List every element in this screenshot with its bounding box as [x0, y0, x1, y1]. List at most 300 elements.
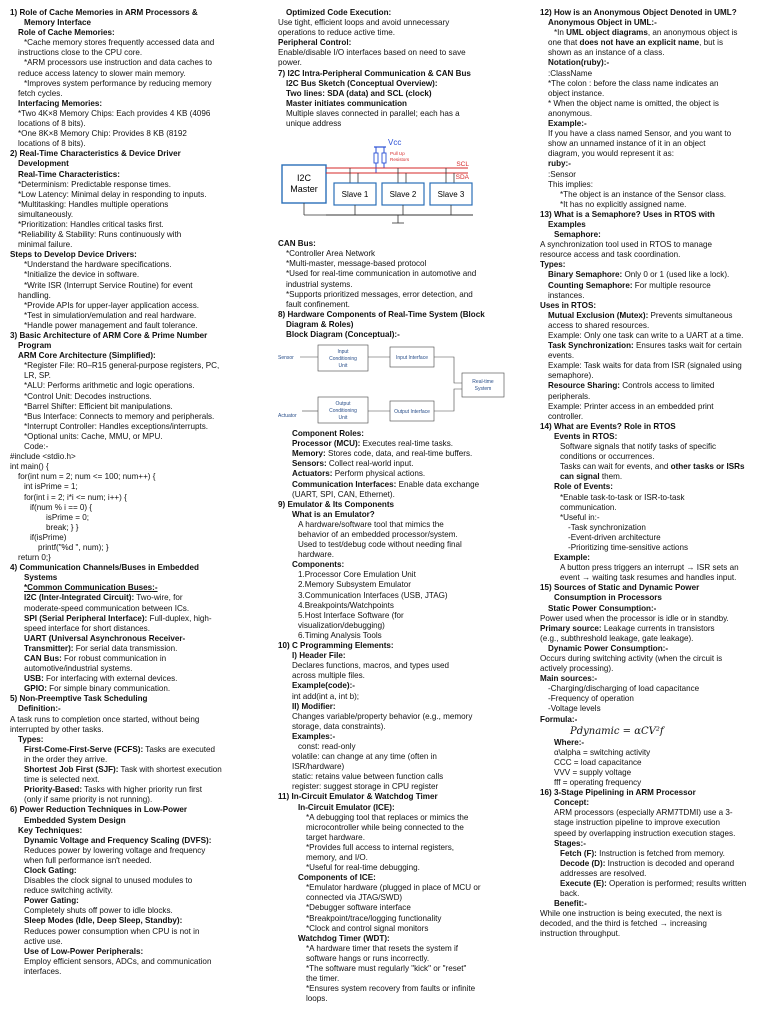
text-line: VVV = supply voltage: [554, 767, 632, 777]
text-line: *Useful in:-: [560, 512, 600, 522]
text-line: I2C (Inter-Integrated Circuit): Two-wire, for: [24, 593, 183, 603]
text-line: in the order they arrive.: [24, 754, 108, 764]
text-line: (e.g., subthreshold leakage, gate leakage).: [540, 633, 694, 643]
text-line: Clock Gating:: [24, 865, 77, 875]
text-line: *Enable task-to-task or ISR-to-task: [560, 492, 685, 502]
text-line: 4.Breakpoints/Watchpoints: [298, 600, 394, 610]
text-line: (UART, SPI, CAN, Ethernet).: [292, 489, 395, 499]
text-line: Communication Interfaces: Enable data exchange: [292, 479, 480, 489]
text-line: object instance.: [548, 88, 605, 98]
text-line: microcontroller while being connected to the: [306, 822, 464, 832]
text-line: Example(code):-: [292, 681, 355, 691]
text-line: Multiple slaves connected in parallel; each has a: [286, 108, 460, 118]
input-if-arrow: [434, 357, 462, 383]
text-line: Priority-Based: Tasks with higher priority run first: [24, 785, 202, 795]
text-line: *Supports prioritized messages, error detection, and: [286, 289, 473, 299]
text-line: reduce access latency to slower main memory.: [18, 68, 186, 78]
text-line: ARM Core Architecture (Simplified):: [18, 351, 156, 361]
text-line: A hardware/software tool that mimics the: [298, 519, 444, 529]
power-formula: Pdynamic = αCV²f: [570, 725, 664, 737]
text-line: CAN Bus:: [278, 239, 316, 249]
text-line: Occurs during switching activity (when the circuit is: [540, 654, 723, 663]
text-line: Uses in RTOS:: [540, 300, 597, 310]
resistors-label: Resistors: [390, 157, 410, 163]
text-line: Code:-: [24, 442, 49, 452]
text-line: Fetch (F): Instruction is fetched from memory.: [560, 848, 725, 858]
text-line: -Charging/discharging of load capacitance: [548, 684, 700, 694]
text-line: addresses are resolved.: [560, 868, 647, 878]
text-line: First-Come-First-Serve (FCFS): Tasks are executed: [24, 744, 216, 754]
text-line: *Interrupt Controller: Handles exceptions/interrupts.: [24, 421, 208, 431]
text-line: one that does not have an explicit name, but is: [548, 38, 724, 48]
text-line: operations to reduce active time.: [278, 28, 395, 38]
text-line: *Emulator hardware (plugged in place of MCU or: [306, 883, 481, 893]
text-line: Types:: [540, 260, 566, 270]
text-line: Anonymous Object in UML:-: [548, 18, 657, 28]
i2c-bus-svg: [278, 135, 478, 235]
text-line: instances.: [548, 290, 585, 300]
text-line: Example: Task waits for data from ISR (signaled using: [548, 361, 742, 371]
text-line: :ClassName: [548, 68, 593, 78]
text-line: Consumption in Processors: [554, 593, 662, 603]
text-line: access to shared resources.: [548, 320, 650, 330]
text-line: *Clock and control signal monitors: [306, 923, 429, 933]
output-conditioning-label-2: Conditioning: [329, 408, 357, 415]
text-line: *Improves system performance by reducing memory: [24, 78, 212, 88]
text-line: industrial systems.: [286, 279, 353, 289]
sensor-label: Sensor: [278, 355, 294, 362]
text-line: anonymous.: [548, 108, 593, 118]
text-line: Memory: Stores code, data, and real-time buffers.: [292, 449, 473, 459]
text-line: the timer.: [306, 974, 340, 984]
text-line: volatile: can change at any time (often in: [292, 752, 437, 762]
input-conditioning-label-1: Input: [337, 349, 349, 356]
text-line: software hangs or runs incorrectly.: [306, 953, 430, 963]
text-line: 15) Sources of Static and Dynamic Power: [540, 583, 700, 593]
text-line: *In UML object diagrams, an anonymous object is: [554, 28, 738, 38]
text-line: Tasks can wait for events, and other tasks or ISRs: [560, 462, 745, 472]
text-line: *Common Communication Buses:-: [24, 583, 158, 593]
text-line: CAN Bus: For robust communication in: [24, 654, 167, 663]
text-line: Role of Cache Memories:: [18, 28, 115, 38]
vcc-label: Vcc: [388, 138, 402, 148]
text-line: A synchronization tool used in RTOS to manage: [540, 240, 713, 250]
text-line: What is an Emulator?: [292, 509, 375, 519]
text-line: -Task synchronization: [568, 522, 646, 532]
text-line: 6.Timing Analysis Tools: [298, 630, 382, 640]
text-line: 1) Role of Cache Memories in ARM Processors &: [10, 8, 198, 17]
text-line: *One 8K×8 Memory Chip: Provides 8 KB (8192: [18, 129, 187, 139]
text-line: Resource Sharing: Controls access to limited: [548, 381, 715, 391]
text-line: *A debugging tool that replaces or mimics the: [306, 812, 469, 822]
text-line: 12) How is an Anonymous Object Denoted in UML?: [540, 8, 737, 17]
text-line: *ARM processors use instruction and data caches to: [24, 58, 213, 68]
text-line: *Useful for real-time debugging.: [306, 863, 420, 873]
text-line: While one instruction is being executed, the next is: [540, 909, 722, 919]
realtime-system-label-1: Real-time: [472, 379, 494, 386]
text-line: Components of ICE:: [298, 873, 376, 883]
text-line: 7) I2C Intra-Peripheral Communication & CAN Bus: [278, 68, 471, 78]
text-line: Reduces power by lowering voltage and frequency: [24, 845, 206, 855]
actuator-label: Actuator: [278, 413, 297, 420]
text-line: *Optional units: Cache, MMU, or MPU.: [24, 431, 163, 441]
text-line: printf("%d ", num); }: [38, 542, 109, 552]
text-line: Binary Semaphore: Only 0 or 1 (used like a lock).: [548, 270, 730, 280]
sda-label: SDA: [455, 174, 469, 182]
text-line: Sensors: Collect real-world input.: [292, 459, 414, 469]
input-interface-label: Input Interface: [396, 355, 428, 362]
text-line: Interfacing Memories:: [18, 98, 103, 108]
text-line: Concept:: [554, 798, 590, 808]
text-line: fetch cycles.: [18, 88, 63, 98]
text-line: decoded, and the third is fetched → increasing: [540, 919, 707, 929]
text-line: Changes variable/property behavior (e.g., memory: [292, 711, 473, 721]
text-line: connected via JTAG/SWD): [306, 893, 403, 903]
column-2-part-c: [278, 429, 530, 1004]
text-line: Use of Low-Power Peripherals:: [24, 946, 144, 956]
text-line: Watchdog Timer (WDT):: [298, 933, 390, 943]
text-line: *Write ISR (Interrupt Service Routine) for event: [24, 280, 193, 290]
text-line: Block Diagram (Conceptual):-: [286, 329, 400, 339]
text-line: *Register File: R0–R15 general-purpose registers, PC,: [24, 361, 220, 371]
text-line: Example: Printer access in an embedded print: [548, 401, 714, 411]
column-2-part-b: [278, 239, 530, 340]
text-line: 5.Host Interface Software (for: [298, 610, 404, 620]
text-line: *Prioritization: Handles critical tasks first.: [18, 219, 164, 229]
text-line: Development: [18, 159, 69, 169]
text-line: Shortest Job First (SJF): Task with shortest execution: [24, 765, 222, 775]
text-line: show an unnamed instance of it in an object: [548, 139, 706, 149]
text-line: I) Header File:: [292, 651, 346, 661]
text-line: Static Power Consumption:-: [548, 603, 657, 613]
text-line: Task Synchronization: Ensures tasks wait for certain: [548, 341, 742, 351]
text-line: events.: [548, 351, 575, 361]
text-line: *Ensures system recovery from faults or infinite: [306, 984, 476, 994]
text-line: diagram, you would represent it as:: [548, 149, 674, 159]
text-line: 3.Communication Interfaces (USB, JTAG): [298, 590, 448, 600]
text-line: Stages:-: [554, 838, 586, 848]
text-line: ISR/hardware): [292, 762, 345, 772]
text-line: UART (Universal Asynchronous Receiver-: [24, 633, 186, 643]
text-line: instructions close to the CPU core.: [18, 48, 143, 58]
text-line: event → waiting task resumes and handles input.: [560, 573, 737, 583]
text-line: Transmitter): For serial data transmission.: [24, 643, 178, 653]
text-line: I2C Bus Sketch (Conceptual Overview):: [286, 78, 438, 88]
text-line: Systems: [24, 573, 58, 583]
input-conditioning-label-3: Unit: [338, 363, 348, 370]
text-line: -Event-driven architecture: [568, 532, 661, 542]
text-line: *Determinism: Predictable response times.: [18, 179, 171, 189]
text-line: Peripheral Control:: [278, 38, 352, 48]
text-line: Example:-: [548, 119, 587, 129]
text-line: *Low Latency: Minimal delay in responding to inputs.: [18, 189, 207, 199]
text-line: const: read-only: [298, 741, 356, 751]
text-line: semaphore).: [548, 371, 594, 381]
text-line: controller.: [548, 411, 584, 421]
text-line: This implies:: [548, 179, 593, 189]
text-line: Definition:-: [18, 704, 61, 714]
text-line: *Reliability & Stability: Runs continuously with: [18, 230, 182, 240]
text-line: active use.: [24, 936, 63, 946]
output-interface-label: Output Interface: [394, 409, 430, 416]
text-line: Formula:-: [540, 714, 578, 724]
text-line: when full performance isn't needed.: [24, 855, 152, 865]
text-line: Mutual Exclusion (Mutex): Prevents simultaneous: [548, 310, 733, 320]
text-line: *The software must regularly "kick" or "reset": [306, 964, 467, 974]
text-line: Reduces power consumption when CPU is not in: [24, 926, 200, 936]
text-line: A button press triggers an interrupt → ISR sets an: [560, 563, 739, 573]
text-line: 10) C Programming Elements:: [278, 641, 394, 651]
text-line: Main sources:-: [540, 674, 598, 684]
text-line: Memory Interface: [24, 18, 92, 28]
text-line: Processor (MCU): Executes real-time tasks.: [292, 439, 454, 449]
text-line: shown as an instance of a class.: [548, 48, 665, 58]
text-line: 6) Power Reduction Techniques in Low-Power: [10, 805, 188, 815]
text-line: *Handle power management and fault tolerance.: [24, 320, 198, 330]
text-line: Use tight, efficient loops and avoid unnecessary: [278, 18, 450, 28]
text-line: break; } }: [46, 522, 79, 532]
text-line: 3) Basic Architecture of ARM Core & Prime Number: [10, 331, 208, 340]
text-line: Software signals that notify tasks of specific: [560, 442, 717, 452]
text-line: Employ efficient sensors, ADCs, and communication: [24, 956, 212, 966]
text-line: *Initialize the device in software.: [24, 270, 140, 280]
text-line: 9) Emulator & Its Components: [278, 499, 395, 509]
text-line: α\alpha = switching activity: [554, 747, 651, 757]
column-3-part-a: [540, 8, 764, 725]
text-line: Dynamic Voltage and Frequency Scaling (DVFS):: [24, 835, 212, 845]
text-line: handling.: [18, 290, 51, 300]
text-line: reduce switching activity.: [24, 886, 113, 896]
text-line: Examples: [548, 219, 586, 229]
text-line: resource access and task coordination.: [540, 250, 681, 260]
text-line: int isPrime = 1;: [24, 482, 78, 492]
text-line: If you have a class named Sensor, and you want to: [548, 129, 732, 139]
text-line: Example: Only one task can write to a UART at a time.: [548, 331, 744, 340]
pullup-label: Pull Up: [390, 151, 405, 157]
text-line: A task runs to completion once started, without being: [10, 714, 200, 724]
text-line: for(int num = 2; num <= 100; num++) {: [18, 472, 156, 482]
text-line: *The colon : before the class name indicates an: [548, 78, 719, 88]
text-line: *Multi-master, message-based protocol: [286, 259, 427, 269]
text-line: * When the object name is omitted, the object is: [548, 98, 719, 108]
text-line: locations of 8 bits).: [18, 139, 86, 149]
text-line: 2) Real-Time Characteristics & Device Driver: [10, 149, 181, 159]
realtime-system-label-2: System: [474, 386, 492, 393]
text-line: Real-Time Characteristics:: [18, 169, 120, 179]
text-line: Embedded System Design: [24, 815, 126, 825]
text-line: -Frequency of operation: [548, 694, 634, 704]
output-if-arrow: [434, 389, 462, 411]
text-line: 14) What are Events? Role in RTOS: [540, 421, 676, 431]
output-conditioning-label-3: Unit: [338, 415, 348, 422]
text-line: Used to test/debug code without needing final: [298, 540, 462, 550]
text-line: Steps to Develop Device Drivers:: [10, 250, 137, 260]
text-line: if(isPrime): [30, 532, 67, 542]
text-line: Disables the clock signal to unused modules to: [24, 876, 193, 886]
scl-label: SCL: [456, 161, 469, 169]
text-line: minimal failure.: [18, 240, 73, 250]
text-line: isPrime = 0;: [46, 512, 89, 522]
output-conditioning-label-1: Output: [335, 401, 351, 408]
text-line: static: retains value between function calls: [292, 772, 444, 782]
text-line: storage, data constraints).: [292, 721, 386, 731]
text-line: *Bus Interface: Connects to memory and peripherals.: [24, 411, 215, 421]
text-line: Diagram & Roles): [286, 319, 354, 329]
text-line: Examples:-: [292, 731, 336, 741]
text-line: 5) Non-Preemptive Task Scheduling: [10, 694, 148, 704]
text-line: *Debugger software interface: [306, 903, 411, 913]
pullup-resistor-1: [374, 153, 378, 163]
column-3: [540, 8, 764, 940]
text-line: int add(int a, int b);: [292, 691, 360, 701]
text-line: Two lines: SDA (data) and SCL (clock): [286, 88, 432, 98]
text-line: Declares functions, macros, and types used: [292, 661, 450, 671]
text-line: fault confinement.: [286, 299, 350, 309]
text-line: *Provides full access to internal registers,: [306, 842, 454, 852]
text-line: Component Roles:: [292, 429, 364, 439]
text-line: Power used when the processor is idle or in standby.: [540, 613, 729, 623]
text-line: ruby:-: [548, 159, 571, 169]
text-line: LR, SP.: [24, 371, 51, 381]
text-line: Decode (D): Instruction is decoded and operand: [560, 858, 735, 868]
text-line: int main() {: [10, 462, 49, 472]
text-line: *Cache memory stores frequently accessed data and: [24, 38, 215, 48]
text-line: communication.: [560, 502, 617, 512]
text-line: 11) In-Circuit Emulator & Watchdog Timer: [278, 792, 438, 802]
text-line: ARM processors (especially ARM7TDMI) use a 3-: [554, 808, 733, 818]
i2c-master-label-1: I2C: [296, 173, 312, 184]
text-line: stage instruction pipeline to improve execution: [554, 818, 721, 828]
text-line: interfaces.: [24, 966, 62, 976]
text-line: 2.Memory Subsystem Emulator: [298, 580, 411, 590]
text-line: Actuators: Perform physical actions.: [292, 469, 426, 479]
text-line: Role of Events:: [554, 482, 613, 492]
text-line: time is selected next.: [24, 775, 100, 785]
text-line: *Controller Area Network: [286, 249, 376, 259]
text-line: Power Gating:: [24, 896, 79, 906]
text-line: *Test in simulation/emulation and real hardware.: [24, 310, 197, 320]
text-line: Events in RTOS:: [554, 431, 618, 441]
text-line: 4) Communication Channels/Buses in Embedded: [10, 563, 199, 573]
text-line: :Sensor: [548, 169, 576, 179]
realtime-block-svg: [278, 343, 523, 425]
text-line: across multiple files.: [292, 671, 365, 681]
text-line: fff = operating frequency: [554, 778, 642, 788]
text-line: moderate-speed communication between ICs.: [24, 603, 190, 613]
text-line: Counting Semaphore: For multiple resource: [548, 280, 711, 290]
text-line: Primary source: Leakage currents in transistors: [540, 623, 715, 633]
text-line: Where:-: [554, 737, 585, 747]
text-line: 1.Processor Core Emulation Unit: [298, 570, 416, 580]
realtime-system-box: [462, 373, 504, 397]
text-line: CCC = load capacitance: [554, 757, 642, 767]
text-line: *Provide APIs for upper-layer application access.: [24, 300, 200, 310]
text-line: behavior of an embedded processor/system.: [298, 530, 458, 539]
text-line: 13) What is a Semaphore? Uses in RTOS with: [540, 209, 715, 219]
text-line: Master initiates communication: [286, 98, 407, 108]
text-line: In-Circuit Emulator (ICE):: [298, 802, 395, 812]
text-line: interrupted by other tasks.: [10, 724, 104, 734]
text-line: Benefit:-: [554, 899, 587, 909]
text-line: #include <stdio.h>: [10, 452, 76, 462]
text-line: (only if same priority is not running).: [24, 795, 153, 805]
text-line: Program: [18, 341, 52, 351]
text-line: memory, and I/O.: [306, 853, 368, 862]
text-line: actively processing).: [540, 664, 614, 674]
text-line: return 0;}: [18, 553, 51, 563]
text-line: automotive/industrial systems.: [24, 664, 133, 674]
text-line: register: suggest storage in CPU register: [292, 782, 439, 792]
text-line: *Breakpoint/trace/logging functionality: [306, 913, 442, 923]
text-line: *Barrel Shifter: Efficient bit manipulations.: [24, 401, 173, 411]
text-line: *Control Unit: Decodes instructions.: [24, 391, 152, 401]
text-line: -Voltage levels: [548, 704, 601, 714]
text-line: hardware.: [298, 550, 334, 560]
column-2: [278, 8, 530, 1004]
text-line: -Prioritizing time-sensitive actions: [568, 542, 689, 552]
text-line: USB: For interfacing with external devices.: [24, 674, 178, 684]
text-line: Key Techniques:: [18, 825, 83, 835]
text-line: speed by overlapping instruction execution stages.: [554, 828, 736, 838]
text-line: Notation(ruby):-: [548, 58, 610, 68]
text-line: back.: [560, 889, 580, 899]
column-2-part-a: [278, 8, 530, 129]
text-line: *Understand the hardware specifications.: [24, 260, 172, 270]
text-line: 8) Hardware Components of Real-Time System (Block: [278, 309, 485, 319]
text-line: Completely shuts off power to idle blocks.: [24, 906, 173, 916]
text-line: II) Modifier:: [292, 701, 336, 711]
text-line: *It has no explicitly assigned name.: [560, 199, 687, 209]
text-line: Example:: [554, 553, 590, 563]
text-line: Types:: [18, 734, 44, 744]
column-3-part-b: [540, 738, 764, 940]
text-line: unique address: [286, 119, 342, 129]
text-line: SPI (Serial Peripheral Interface): Full-duplex, high-: [24, 613, 212, 623]
text-line: Sleep Modes (Idle, Deep Sleep, Standby):: [24, 916, 183, 926]
text-line: conditions or occurrences.: [560, 452, 655, 462]
i2c-bus-diagram: [278, 135, 478, 235]
text-line: locations of 8 bits).: [18, 119, 86, 129]
text-line: *A hardware timer that resets the system if: [306, 943, 459, 953]
text-line: *ALU: Performs arithmetic and logic operations.: [24, 381, 195, 391]
text-line: simultaneously.: [18, 209, 74, 219]
text-line: Components:: [292, 560, 345, 570]
slave-2-label: Slave 2: [389, 190, 417, 200]
text-line: visualization/debugging): [298, 620, 385, 630]
slave-3-label: Slave 3: [437, 190, 465, 200]
column-1: [10, 8, 260, 977]
text-line: peripherals.: [548, 391, 591, 401]
text-line: Semaphore:: [554, 230, 601, 240]
pullup-resistor-2: [382, 153, 386, 163]
text-line: Execute (E): Operation is performed; results written: [560, 878, 747, 888]
text-line: speed interface for short distances.: [24, 623, 150, 633]
i2c-master-label-2: Master: [290, 184, 318, 195]
slave-1-label: Slave 1: [341, 190, 369, 200]
text-line: can signal them.: [560, 472, 623, 482]
text-line: *Two 4K×8 Memory Chips: Each provides 4 KB (4096: [18, 108, 211, 118]
text-line: Enable/disable I/O interfaces based on need to save: [278, 48, 466, 58]
text-line: 16) 3-Stage Pipelining in ARM Processor: [540, 788, 696, 798]
text-line: *The object is an instance of the Sensor class.: [560, 189, 727, 199]
text-line: *Used for real-time communication in automotive and: [286, 269, 477, 279]
input-conditioning-label-2: Conditioning: [329, 356, 357, 363]
text-line: Dynamic Power Consumption:-: [548, 643, 669, 653]
text-line: for(int i = 2; i*i <= num; i++) {: [24, 492, 127, 502]
text-line: instruction throughput.: [540, 929, 621, 939]
text-line: *Multitasking: Handles multiple operations: [18, 199, 169, 209]
text-line: loops.: [306, 994, 328, 1004]
